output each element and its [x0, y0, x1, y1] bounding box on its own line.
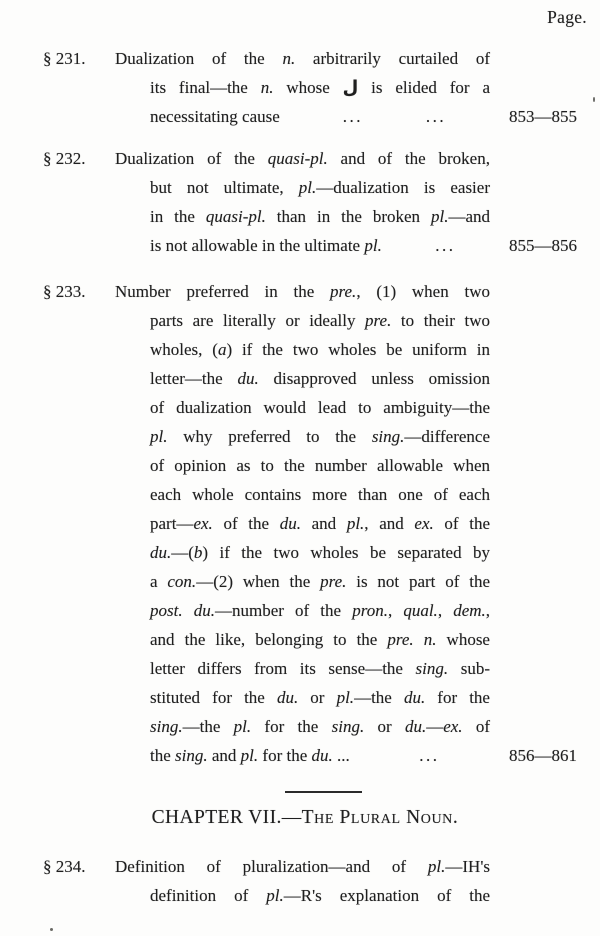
abbrev-italic: pron.: [352, 601, 388, 620]
toc-line: of opinion as to the number allowable when: [150, 456, 490, 475]
abbrev-italic: quasi-pl.: [205, 207, 266, 226]
toc-entry-231: [0, 44, 600, 131]
abbrev-italic: n.: [260, 78, 274, 97]
abbrev-italic: pl.: [240, 746, 259, 765]
toc-line: of dualization would lead to ambiguity—the: [150, 398, 490, 417]
chapter-heading: [0, 805, 600, 831]
ink-speck: [593, 97, 595, 102]
abbrev-italic: n.: [282, 49, 296, 68]
section-number: § 234.: [43, 857, 86, 876]
toc-entry-233: [0, 277, 600, 770]
section-number: § 232.: [43, 149, 86, 168]
abbrev-italic: pl.: [150, 427, 168, 446]
toc-line: du.—(b) if the two wholes be separated by: [150, 543, 490, 562]
toc-line: a con.—(2) when the pre. is not part of the: [150, 572, 491, 591]
toc-entry-234: [0, 852, 600, 910]
toc-line: but not ultimate, pl.—dualization is easier: [150, 178, 490, 197]
abbrev-italic: sing.: [331, 717, 365, 736]
ink-speck: [50, 928, 53, 931]
dot-leader: ...: [435, 236, 456, 255]
abbrev-italic: sing.: [371, 427, 405, 446]
section-number: § 233.: [43, 282, 86, 301]
page-range: 853—855: [508, 107, 577, 126]
toc-line: Dualization of the n. arbitrarily curtailed of: [115, 49, 490, 68]
abbrev-italic: pl.: [346, 514, 365, 533]
abbrev-italic: pl.: [266, 886, 284, 905]
toc-line: stituted for the du. or pl.—the du. for the: [150, 688, 490, 707]
abbrev-italic: pre.: [320, 572, 347, 591]
chapter-number: CHAPTER VII.—: [151, 807, 302, 828]
abbrev-italic: du.: [403, 688, 426, 707]
abbrev-italic: ex.: [414, 514, 434, 533]
toc-line: Number preferred in the pre., (1) when two: [115, 282, 490, 301]
abbrev-italic: post. du.: [150, 601, 215, 620]
abbrev-italic: du.: [150, 543, 172, 562]
page-column-label: Page.: [547, 7, 587, 27]
toc-line: and the like, belonging to the pre. n. whose: [150, 630, 490, 649]
abbrev-italic: b: [193, 543, 203, 562]
page-range: 855—856: [508, 236, 577, 255]
toc-line: Definition of pluralization—and of pl.—IH's: [115, 857, 490, 876]
chapter-title: The Plural Noun.: [301, 807, 459, 828]
abbrev-italic: pre. n.: [387, 630, 437, 649]
toc-entry-232: [0, 144, 600, 260]
line-text: the sing. and pl. for the du. ...: [150, 746, 350, 765]
abbrev-italic: a: [217, 340, 227, 359]
abbrev-italic: pl.: [298, 178, 317, 197]
toc-line: letter differs from its sense—the sing. sub-: [150, 659, 490, 678]
section-divider-rule: [285, 791, 362, 793]
dot-leader: ...: [419, 746, 440, 765]
toc-line: letter—the du. disapproved unless omission: [150, 369, 490, 388]
toc-line: pl. why preferred to the sing.—difference: [150, 427, 490, 446]
abbrev-italic: pl.: [364, 236, 382, 255]
abbrev-italic: ex.: [443, 717, 463, 736]
abbrev-italic: du.: [311, 746, 333, 765]
abbrev-italic: du.: [237, 369, 259, 388]
abbrev-italic: quasi-pl.: [267, 149, 328, 168]
toc-line: part—ex. of the du. and pl., and ex. of the: [150, 514, 491, 533]
abbrev-italic: pl.: [233, 717, 252, 736]
abbrev-italic: pre.: [365, 311, 392, 330]
toc-line: wholes, (a) if the two wholes be uniform in: [150, 340, 490, 359]
page-range: 856—861: [509, 746, 577, 765]
line-text: is not allowable in the ultimate pl.: [150, 236, 382, 255]
abbrev-italic: du.: [404, 717, 427, 736]
abbrev-italic: con.: [167, 572, 197, 591]
toc-line: Dualization of the quasi-pl. and of the broken,: [115, 149, 490, 168]
toc-line: [150, 102, 577, 131]
abbrev-italic: pl.: [336, 688, 355, 707]
abbrev-italic: sing.: [150, 717, 183, 736]
dot-leader: ...: [342, 107, 363, 126]
abbrev-italic: dem.: [453, 601, 486, 620]
abbrev-italic: pre.: [330, 282, 357, 301]
abbrev-italic: sing.: [175, 746, 208, 765]
abbrev-italic: pl.: [427, 857, 446, 876]
abbrev-italic: du.: [279, 514, 301, 533]
toc-line: post. du.—number of the pron., qual., dem.,: [150, 601, 491, 620]
toc-line: in the quasi-pl. than in the broken pl.—and: [150, 207, 490, 226]
arabic-letter-lam-icon: ل: [342, 77, 359, 98]
abbrev-italic: du.: [276, 688, 299, 707]
toc-line: each whole contains more than one of each: [150, 485, 490, 504]
section-number: § 231.: [43, 49, 86, 68]
dot-leader: ...: [425, 107, 447, 126]
abbrev-italic: pl.: [430, 207, 449, 226]
toc-line: sing.—the pl. for the sing. or du.—ex. of: [150, 717, 490, 736]
toc-line: its final—the n. whose ل is elided for a: [150, 77, 490, 98]
abbrev-italic: qual.: [403, 601, 438, 620]
toc-line: [150, 231, 577, 260]
abbrev-italic: ex.: [193, 514, 213, 533]
toc-line: definition of pl.—R's explanation of the: [150, 886, 490, 905]
abbrev-italic: sing.: [415, 659, 449, 678]
toc-line: [150, 741, 577, 770]
toc-line: parts are literally or ideally pre. to their two: [150, 311, 490, 330]
line-text: necessitating cause: [150, 107, 280, 126]
